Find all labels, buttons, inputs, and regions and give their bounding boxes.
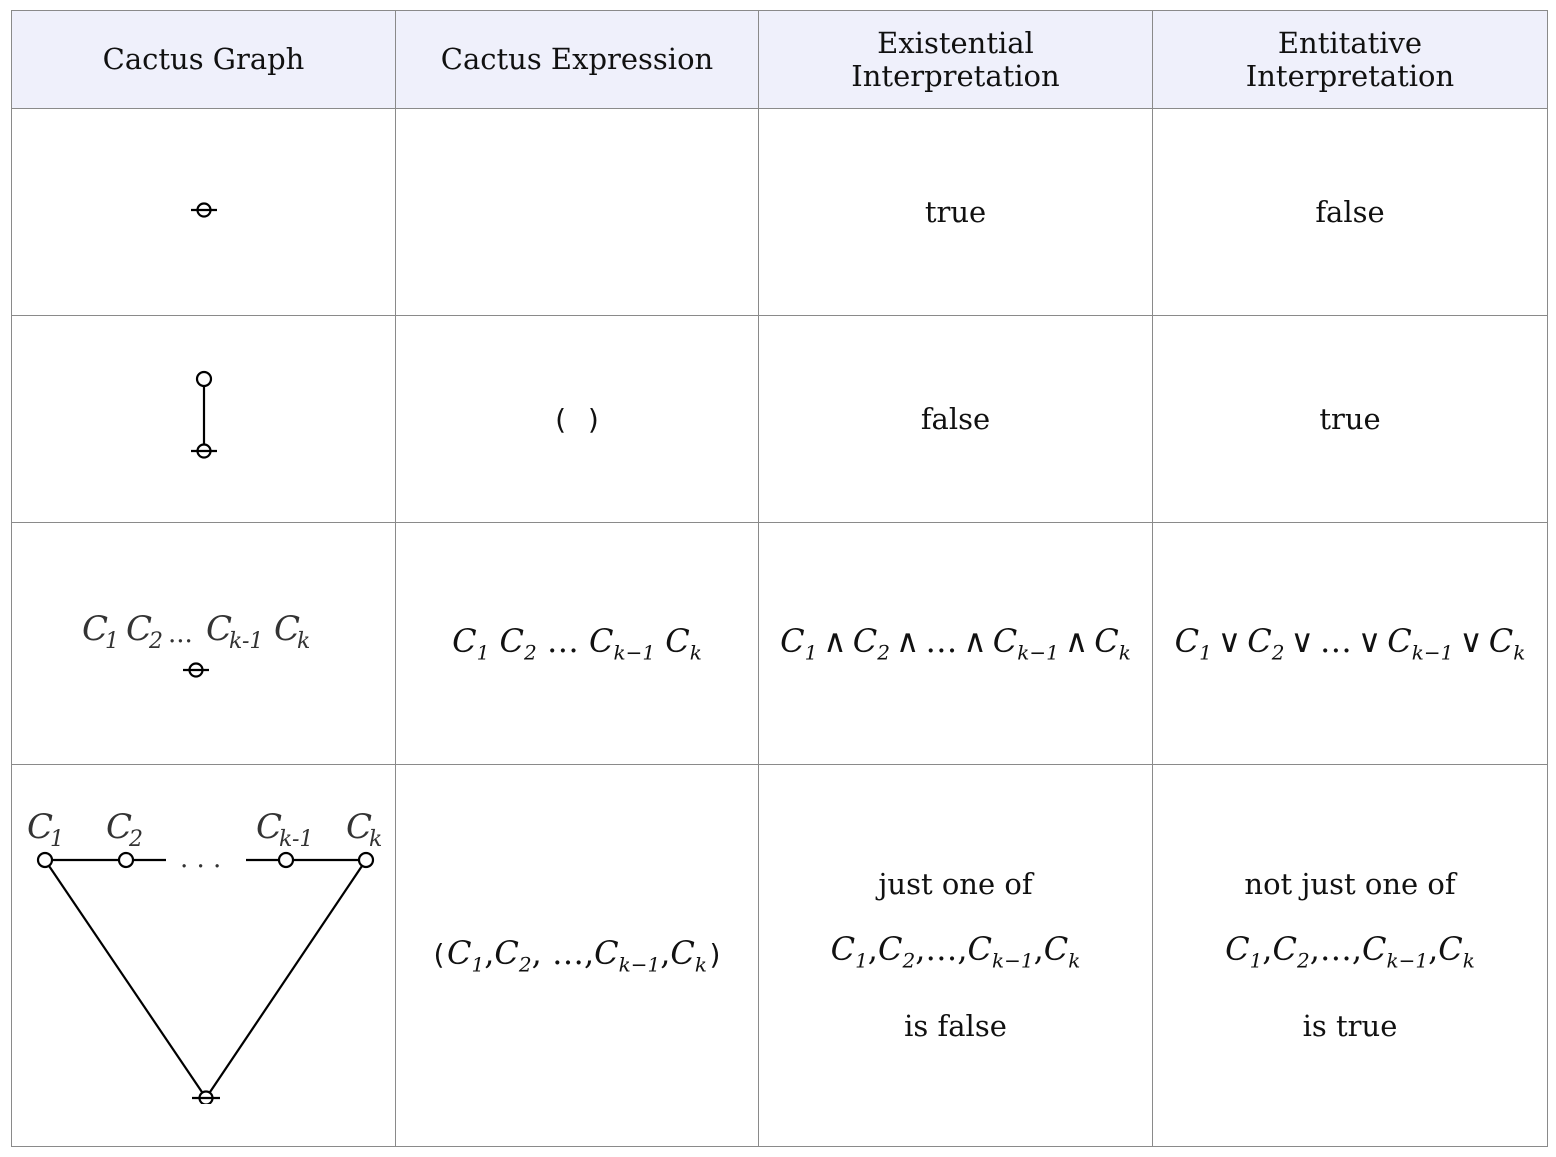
graph-cell <box>12 523 396 765</box>
lobe-label-c2: C <box>105 806 132 847</box>
label-dots: ... <box>167 618 193 649</box>
existential-cell <box>759 523 1153 765</box>
lobe-dots: . . . <box>179 843 221 874</box>
lobe-label-c2-sub: 2 <box>128 826 143 852</box>
expression-cell <box>396 523 759 765</box>
disjunction-expression: $C_1$ ∨ $C_2$ ∨ … ∨ $C_{k-1}$ ∨ $C_k$ <box>1174 622 1526 665</box>
juxtaposition-expression: $C_1$ $C_2$ … $C_{k-1}$ $C_k$ <box>452 622 702 665</box>
table-row <box>12 765 1548 1147</box>
graph-cell <box>12 109 396 316</box>
header-existential: Existential Interpretation <box>759 11 1153 109</box>
leaf-node <box>197 372 211 386</box>
existential-cell: true <box>759 109 1153 316</box>
lobe-label-ck1: C <box>255 806 282 847</box>
lobe-expression: ($C_1,C_2$, $\dots,C_{k-1},C_k$) <box>430 934 724 977</box>
lobe-label-ck1-sub: k-1 <box>278 826 313 852</box>
single-edge-graph <box>184 367 224 467</box>
label-c1-sub: 1 <box>104 628 119 654</box>
entitative-line-2: $C_1,C_2,\dots,C_{k-1},C_k$ <box>1225 930 1475 973</box>
entitative-line-1: not just one of <box>1244 867 1456 902</box>
header-cactus-expression: Cactus Expression <box>396 11 759 109</box>
table-row <box>12 523 1548 765</box>
lobe-right-side <box>206 860 366 1098</box>
label-c2-sub: 2 <box>148 628 163 654</box>
graph-cell <box>12 316 396 523</box>
entitative-cell: true <box>1153 316 1548 523</box>
lobe-label-ck-sub: k <box>368 826 382 852</box>
entitative-cell <box>1153 765 1548 1147</box>
lobe-left-side <box>45 860 206 1098</box>
existential-line-3: is false <box>904 1008 1007 1043</box>
existential-cell <box>759 765 1153 1147</box>
header-cactus-graph: Cactus Graph <box>12 11 396 109</box>
lobe-node-c1 <box>38 853 52 867</box>
cactus-table <box>11 10 1548 1147</box>
label-ck1: C <box>205 608 232 649</box>
table-row <box>12 109 1548 316</box>
header-row <box>12 11 1548 109</box>
label-c2: C <box>125 608 152 649</box>
graph-cell <box>12 765 396 1147</box>
juxtaposition-graph <box>74 602 334 682</box>
label-ck1-sub: k-1 <box>228 628 263 654</box>
lobe-label-c1-sub: 1 <box>49 826 64 852</box>
entitative-line-3: is true <box>1302 1008 1398 1043</box>
expression-cell <box>396 765 759 1147</box>
table-row <box>12 316 1548 523</box>
lobe-graph <box>14 804 394 1104</box>
lobe-node-ck <box>359 853 373 867</box>
label-ck-sub: k <box>296 628 310 654</box>
expression-cell: ( ) <box>396 316 759 523</box>
conjunction-expression: $C_1$ ∧ $C_2$ ∧ … ∧ $C_{k-1}$ ∧ $C_k$ <box>780 622 1131 665</box>
entitative-cell: false <box>1153 109 1548 316</box>
lobe-label-c1: C <box>26 806 53 847</box>
root-node-graph <box>184 198 224 222</box>
lobe-node-ck1 <box>279 853 293 867</box>
lobe-label-ck: C <box>345 806 372 847</box>
lobe-node-c2 <box>119 853 133 867</box>
label-ck: C <box>273 608 300 649</box>
existential-cell: false <box>759 316 1153 523</box>
existential-line-1: just one of <box>878 867 1033 902</box>
expression-cell <box>396 109 759 316</box>
existential-line-2: $C_1,C_2,\dots,C_{k-1},C_k$ <box>830 930 1081 973</box>
entitative-cell <box>1153 523 1548 765</box>
header-entitative: Entitative Interpretation <box>1153 11 1548 109</box>
label-c1: C <box>81 608 108 649</box>
